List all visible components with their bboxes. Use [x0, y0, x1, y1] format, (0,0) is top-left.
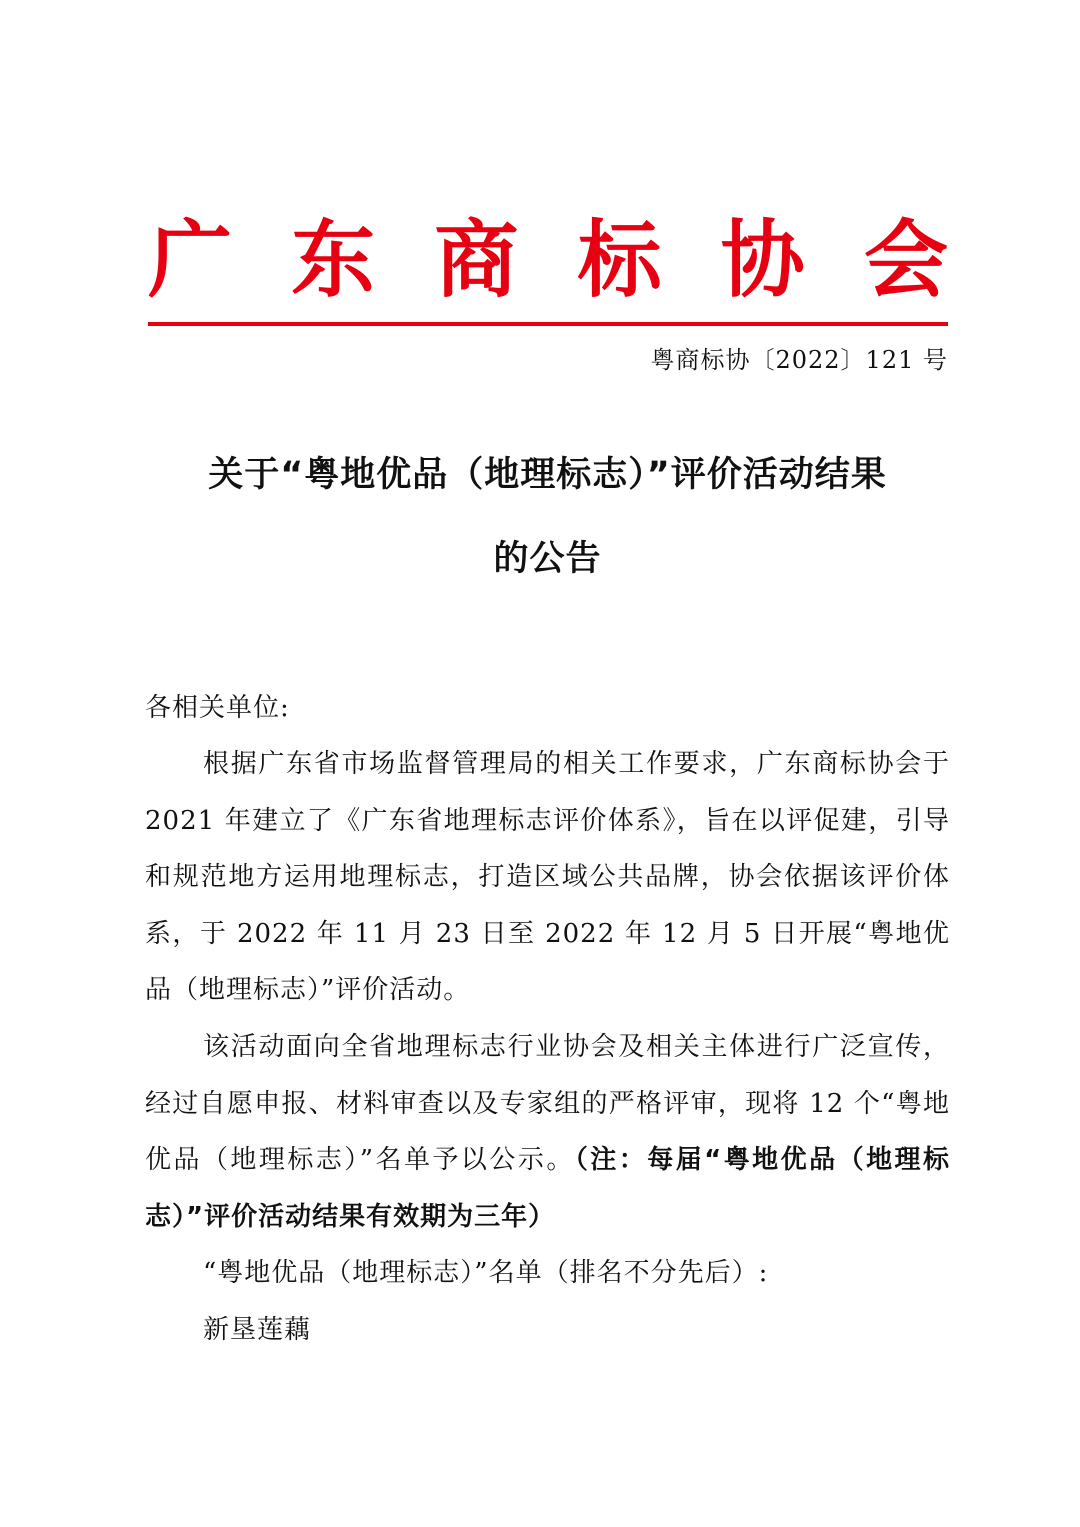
org-char: 广 — [148, 210, 233, 309]
list-item: 新垦莲藕 — [203, 1315, 312, 1345]
org-char: 协 — [720, 210, 805, 309]
header-divider — [148, 322, 948, 326]
paragraph-2 — [145, 1019, 950, 1245]
document-number: 粤商标协〔2022〕121 号 — [650, 346, 948, 374]
org-char: 东 — [291, 210, 376, 309]
title-line-1: 关于“粤地优品（地理标志）”评价活动结果 — [208, 455, 887, 495]
org-char: 会 — [863, 210, 948, 309]
document-title — [140, 455, 955, 579]
paragraph-2-text: 该活动面向全省地理标志行业协会及相关主体进行广泛宣传，经过自愿申报、材料审查以及专家组的严格评审，现将 12 个“粤地优品（地理标志）”名单予以公示。 — [145, 1032, 950, 1175]
organization-name-header — [148, 205, 948, 315]
salutation: 各相关单位: — [145, 693, 290, 723]
org-char: 标 — [577, 210, 662, 309]
paragraph-1: 根据广东省市场监督管理局的相关工作要求，广东商标协会于 2021 年建立了《广东省地理标志评价体系》，旨在以评促建，引导和规范地方运用地理标志，打造区域公共品牌，协会依据该评价体系，于 2022 年 11 月 23 日至 2022 年 12 月 5 日开展“粤地优品（地理标志）”评价活动。 — [145, 749, 950, 1005]
org-char: 商 — [434, 210, 519, 309]
validity-note: （注：每届“粤地优品（地理标志）”评价活动结果有效期为三年） — [145, 1145, 951, 1232]
title-line-2: 的公告 — [493, 539, 602, 579]
list-heading: “粤地优品（地理标志）”名单（排名不分先后）: — [203, 1258, 769, 1288]
